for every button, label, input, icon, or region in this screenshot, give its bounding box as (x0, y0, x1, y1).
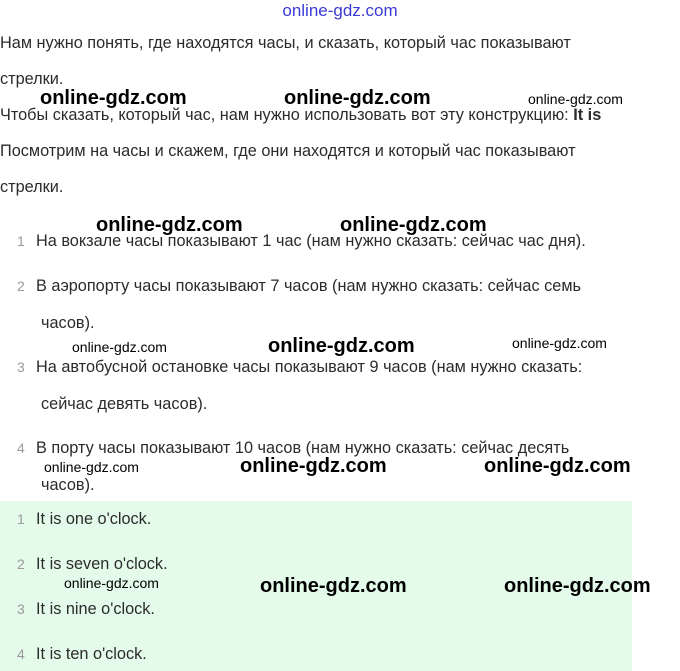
construction-highlight: It is (573, 106, 602, 124)
watermark: online-gdz.com (44, 459, 139, 475)
site-title[interactable]: online-gdz.com (282, 1, 398, 20)
watermark: online-gdz.com (64, 575, 159, 591)
answer-number: 3 (17, 601, 25, 617)
intro-paragraph-1-line-2: стрелки. (0, 70, 64, 88)
answer-item: It is nine o'clock. (36, 600, 155, 618)
answer-item: It is one o'clock. (36, 510, 152, 528)
watermark: online-gdz.com (512, 335, 607, 351)
answer-item: It is seven o'clock. (36, 555, 168, 573)
intro-paragraph-2-text: Чтобы сказать, который час, нам нужно использовать вот эту конструкцию: (0, 106, 574, 124)
watermark: online-gdz.com (260, 575, 407, 597)
question-item: На вокзале часы показывают 1 час (нам нужно сказать: сейчас час дня). (36, 232, 586, 250)
question-item: В порту часы показывают 10 часов (нам нужно сказать: сейчас десять (36, 439, 570, 457)
answer-number: 2 (17, 556, 25, 572)
intro-paragraph-3-line-1: Посмотрим на часы и скажем, где они находятся и который час показывают (0, 142, 576, 160)
watermark: online-gdz.com (340, 214, 487, 236)
question-item: На автобусной остановке часы показывают 9 часов (нам нужно сказать: (36, 358, 583, 376)
question-number: 2 (17, 278, 25, 294)
watermark: online-gdz.com (528, 91, 623, 107)
question-number: 1 (17, 233, 25, 249)
watermark: online-gdz.com (484, 455, 631, 477)
question-item-continuation: часов). (41, 476, 95, 494)
question-item: В аэропорту часы показывают 7 часов (нам нужно сказать: сейчас семь (36, 277, 582, 295)
question-item-continuation: часов). (41, 314, 95, 332)
intro-paragraph-1-line-1: Нам нужно понять, где находятся часы, и сказать, который час показывают (0, 34, 571, 52)
answer-item: It is ten o'clock. (36, 645, 147, 663)
question-number: 4 (17, 440, 25, 456)
watermark: online-gdz.com (40, 87, 187, 109)
watermark: online-gdz.com (96, 214, 243, 236)
answer-number: 1 (17, 511, 25, 527)
watermark: online-gdz.com (240, 455, 387, 477)
answer-number: 4 (17, 646, 25, 662)
watermark: online-gdz.com (504, 575, 651, 597)
question-number: 3 (17, 359, 25, 375)
watermark: online-gdz.com (284, 87, 431, 109)
question-item-continuation: сейчас девять часов). (41, 395, 208, 413)
intro-paragraph-3-line-2: стрелки. (0, 178, 64, 196)
watermark: online-gdz.com (72, 339, 167, 355)
watermark: online-gdz.com (268, 335, 415, 357)
